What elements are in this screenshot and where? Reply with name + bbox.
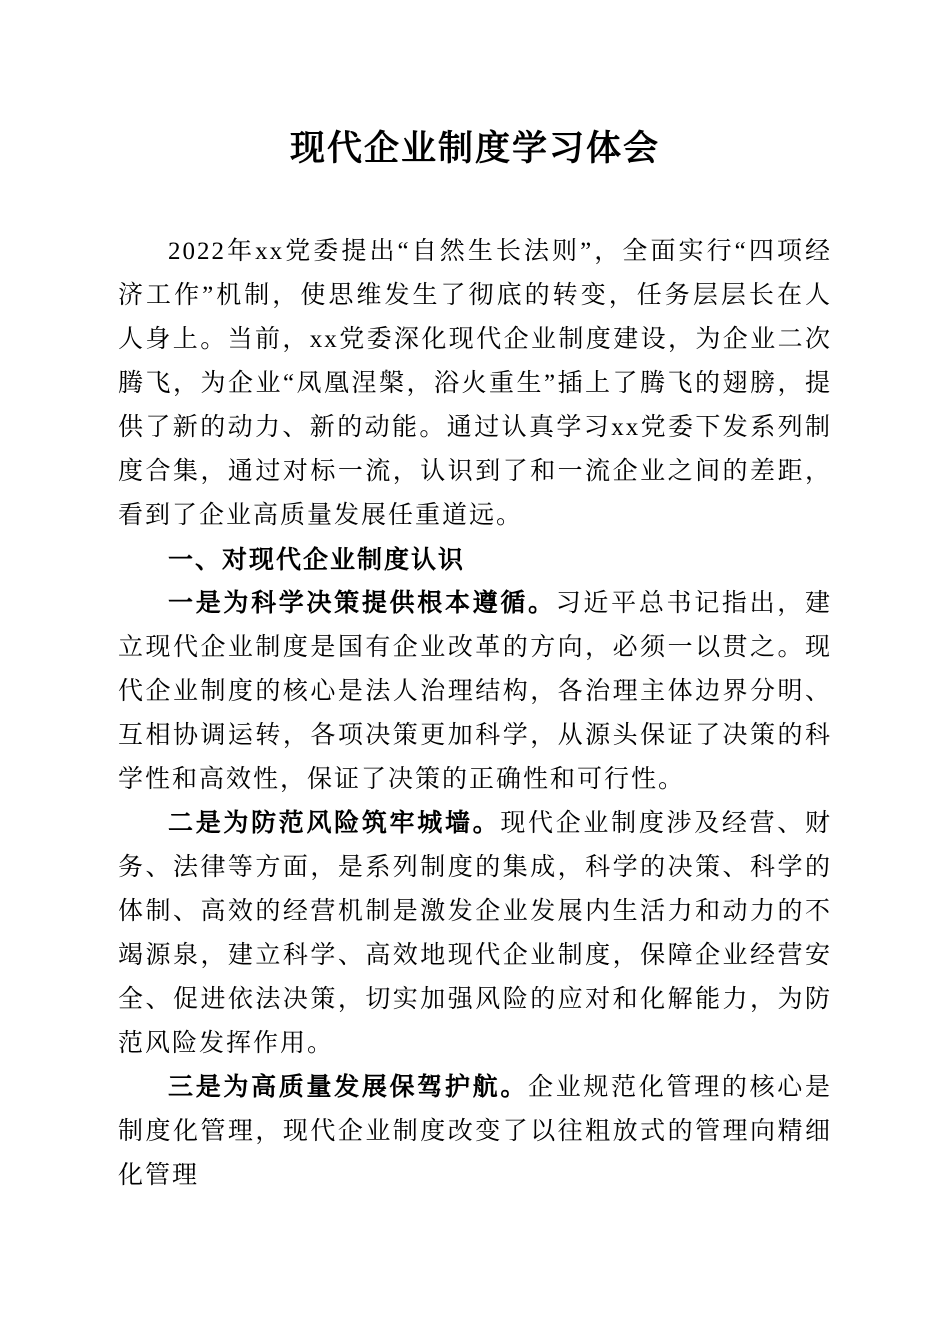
paragraph-body: 现代企业制度涉及经营、财务、法律等方面，是系列制度的集成，科学的决策、科学的体制、高效的经营机制是激发企业发展内生活力和动力的不竭源泉，建立科学、高效地现代企业制度，保障企业经营安全、促进依法决策，切实加强风险的应对和化解能力，为防范风险发挥作用。 [118,810,832,1057]
intro-paragraph [118,230,832,538]
document-title: 现代企业制度学习体会 [289,129,660,168]
section-heading: 一、对现代企业制度认识 [168,546,466,574]
paragraph-lead: 三是为高质量发展保驾护航。 [168,1074,529,1101]
paragraph [118,1066,832,1198]
paragraph [118,582,832,802]
paragraph [118,802,832,1066]
paragraph-body: 企业规范化管理的核心是制度化管理，现代企业制度改变了以往粗放式的管理向精细化管理 [118,1074,832,1189]
paragraph-lead: 二是为防范风险筑牢城墙。 [168,810,501,837]
intro-paragraph-text: 2022年xx党委提出“自然生长法则”，全面实行“四项经济工作”机制，使思维发生了彻底的转变，任务层层长在人人身上。当前，xx党委深化现代企业制度建设，为企业二次腾飞，为企业“凤凰涅槃，浴火重生”插上了腾飞的翅膀，提供了新的动力、新的动能。通过认真学习xx党委下发系列制度合集，通过对标一流，认识到了和一流企业之间的差距，看到了企业高质量发展任重道远。 [118,238,832,529]
paragraph-body: 习近平总书记指出，建立现代企业制度是国有企业改革的方向，必须一以贯之。现代企业制度的核心是法人治理结构，各治理主体边界分明、互相协调运转，各项决策更加科学，从源头保证了决策的科学性和高效性，保证了决策的正确性和可行性。 [118,590,832,793]
paragraph-lead: 一是为科学决策提供根本遵循。 [168,590,556,617]
